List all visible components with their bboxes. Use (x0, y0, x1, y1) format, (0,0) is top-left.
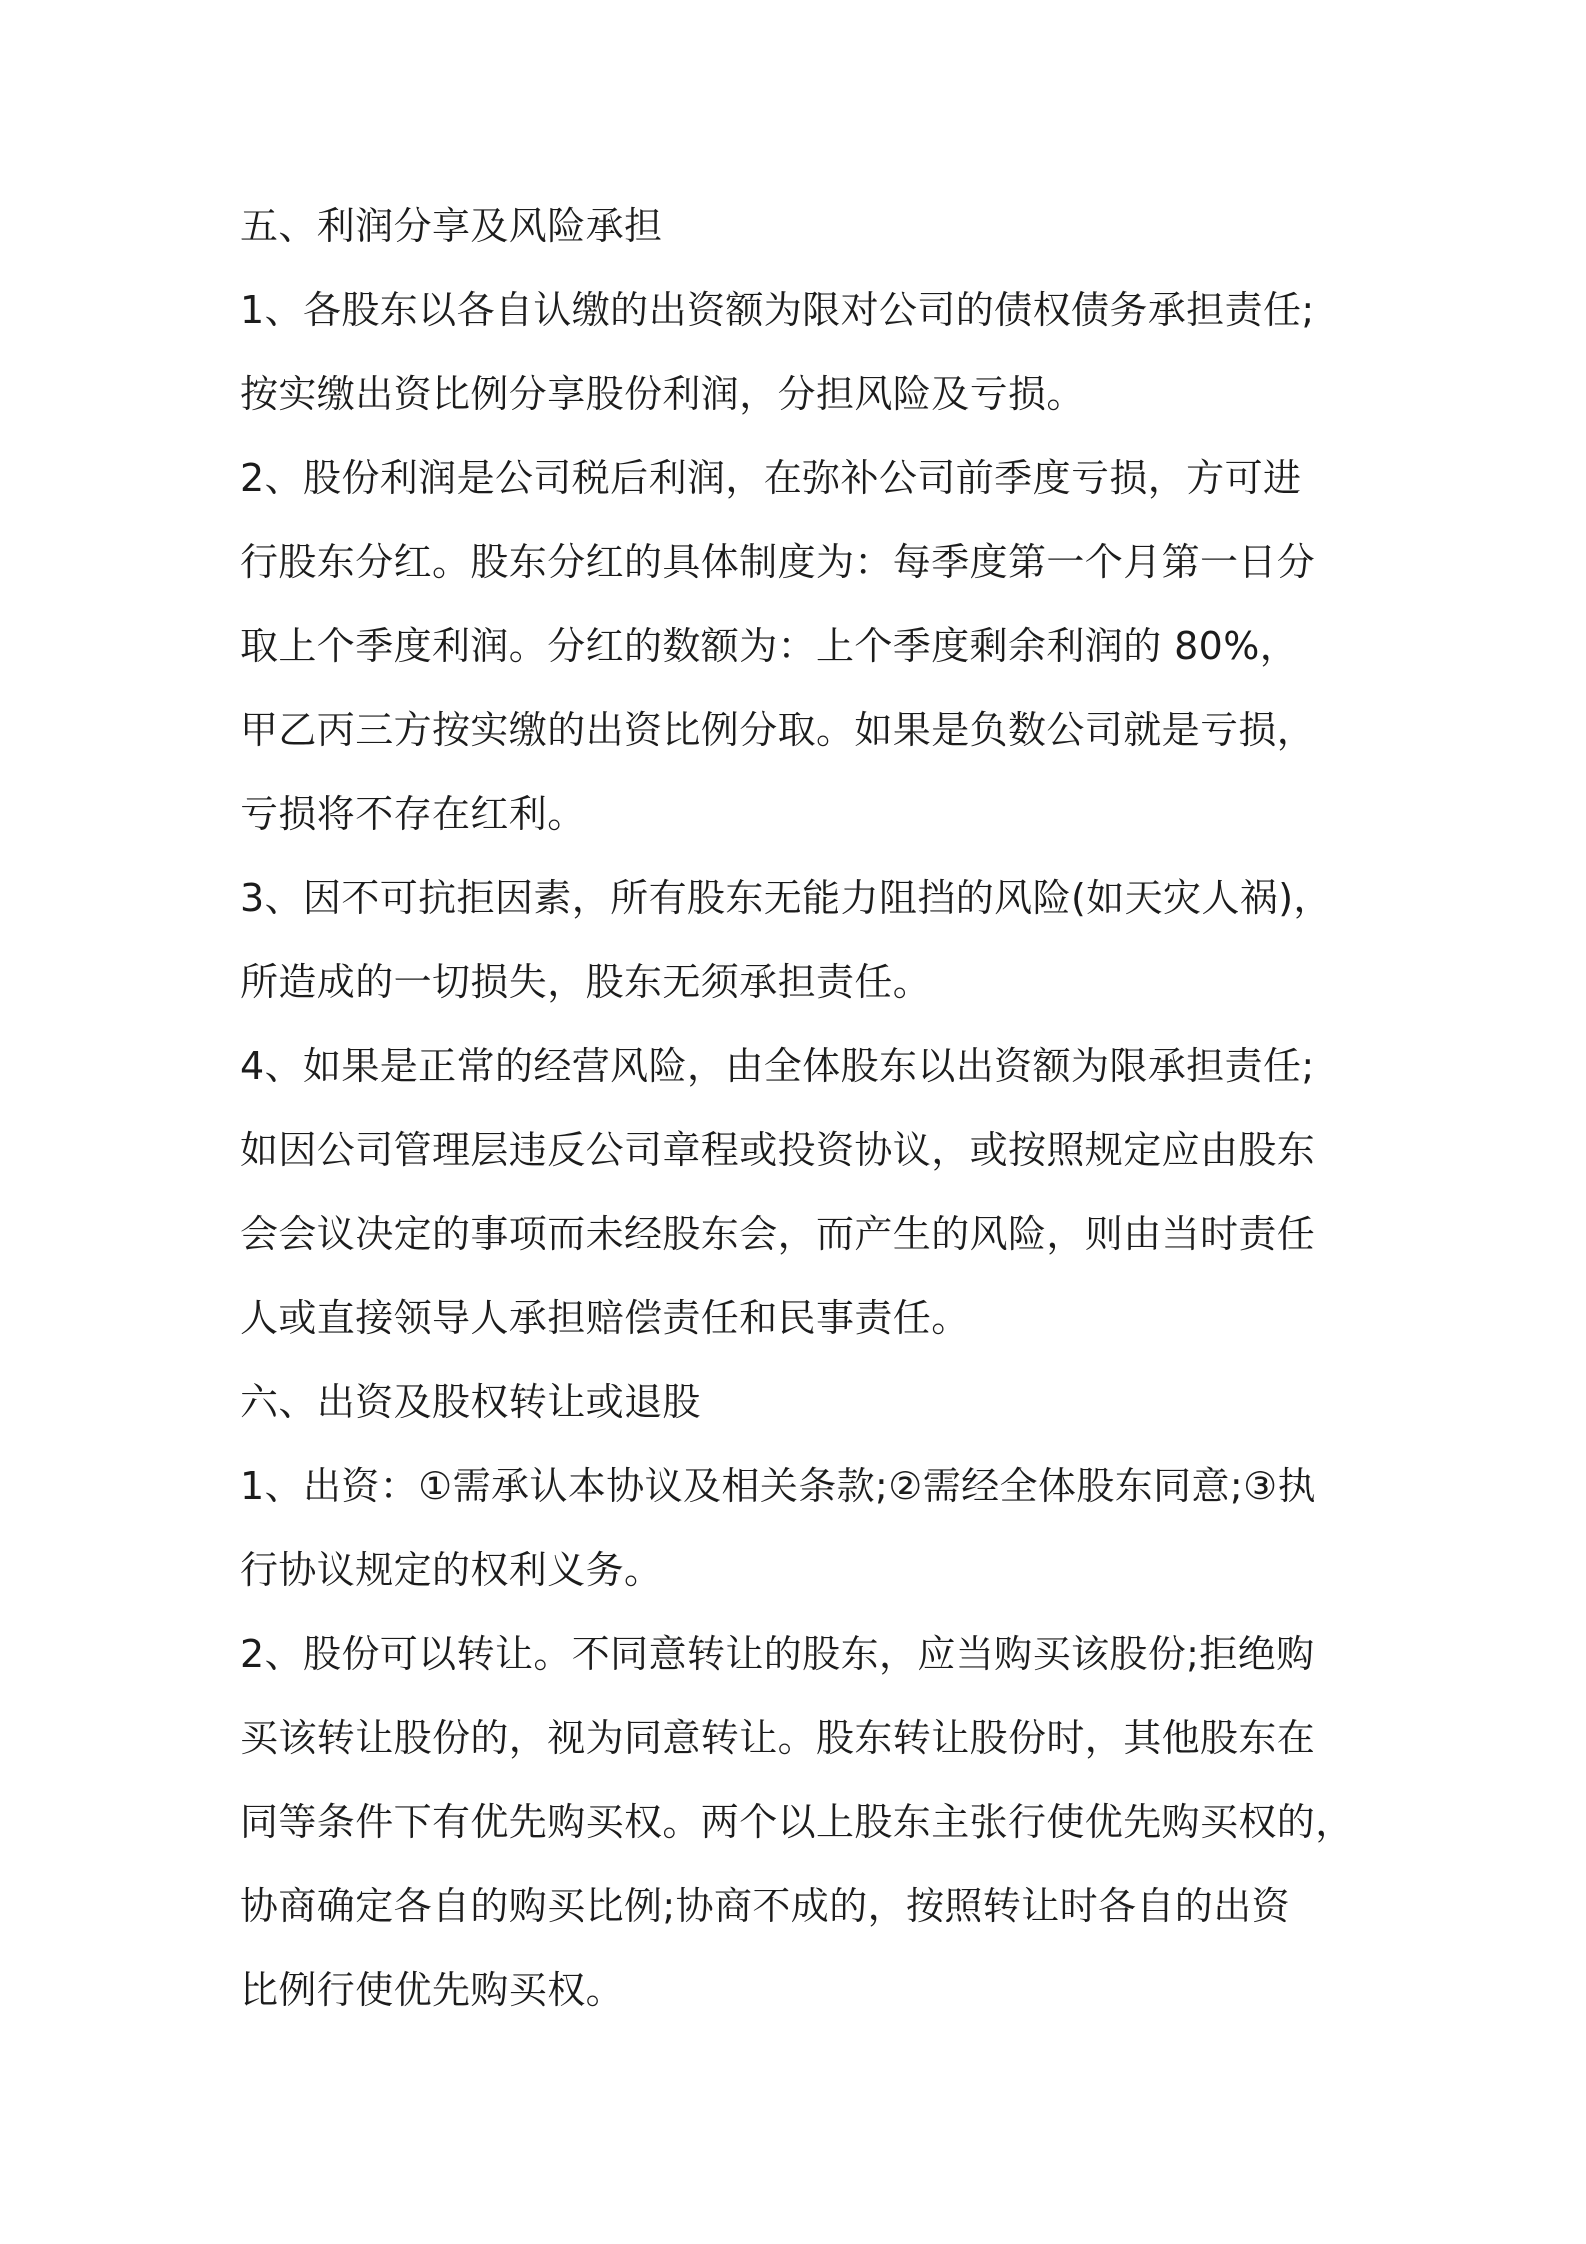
paragraph-line: 取上个季度利润。分红的数额为：上个季度剩余利润的 80%， (240, 624, 1299, 668)
section-heading-6: 六、出资及股权转让或退股 (240, 1380, 701, 1424)
paragraph-line: 同等条件下有优先购买权。两个以上股东主张行使优先购买权的， (240, 1800, 1354, 1844)
paragraph-line: 4、如果是正常的经营风险，由全体股东以出资额为限承担责任; (240, 1044, 1315, 1088)
paragraph-line: 3、因不可抗拒因素，所有股东无能力阻挡的风险(如天灾人祸)， (240, 876, 1332, 920)
paragraph-line: 甲乙丙三方按实缴的出资比例分取。如果是负数公司就是亏损， (240, 708, 1316, 752)
paragraph-line: 行股东分红。股东分红的具体制度为：每季度第一个月第一日分 (240, 540, 1316, 584)
paragraph-line: 行协议规定的权利义务。 (240, 1548, 663, 1592)
paragraph-line: 1、出资：①需承认本协议及相关条款;②需经全体股东同意;③执 (240, 1464, 1316, 1508)
paragraph-line: 1、各股东以各自认缴的出资额为限对公司的债权债务承担责任; (240, 288, 1315, 332)
paragraph-line: 亏损将不存在红利。 (240, 792, 586, 836)
paragraph-line: 2、股份利润是公司税后利润，在弥补公司前季度亏损，方可进 (240, 456, 1302, 500)
paragraph-line: 协商确定各自的购买比例;协商不成的，按照转让时各自的出资 (240, 1884, 1291, 1928)
document-page (240, 0, 1390, 2244)
paragraph-line: 会会议决定的事项而未经股东会，而产生的风险，则由当时责任 (240, 1212, 1316, 1256)
paragraph-line: 所造成的一切损失，股东无须承担责任。 (240, 960, 932, 1004)
paragraph-line: 买该转让股份的，视为同意转让。股东转让股份时，其他股东在 (240, 1716, 1316, 1760)
paragraph-line: 按实缴出资比例分享股份利润，分担风险及亏损。 (240, 372, 1085, 416)
paragraph-line: 如因公司管理层违反公司章程或投资协议，或按照规定应由股东 (240, 1128, 1316, 1172)
section-heading-5: 五、利润分享及风险承担 (240, 204, 663, 248)
paragraph-line: 比例行使优先购买权。 (240, 1968, 625, 2012)
paragraph-line: 2、股份可以转让。不同意转让的股东，应当购买该股份;拒绝购 (240, 1632, 1315, 1676)
paragraph-line: 人或直接领导人承担赔偿责任和民事责任。 (240, 1296, 970, 1340)
